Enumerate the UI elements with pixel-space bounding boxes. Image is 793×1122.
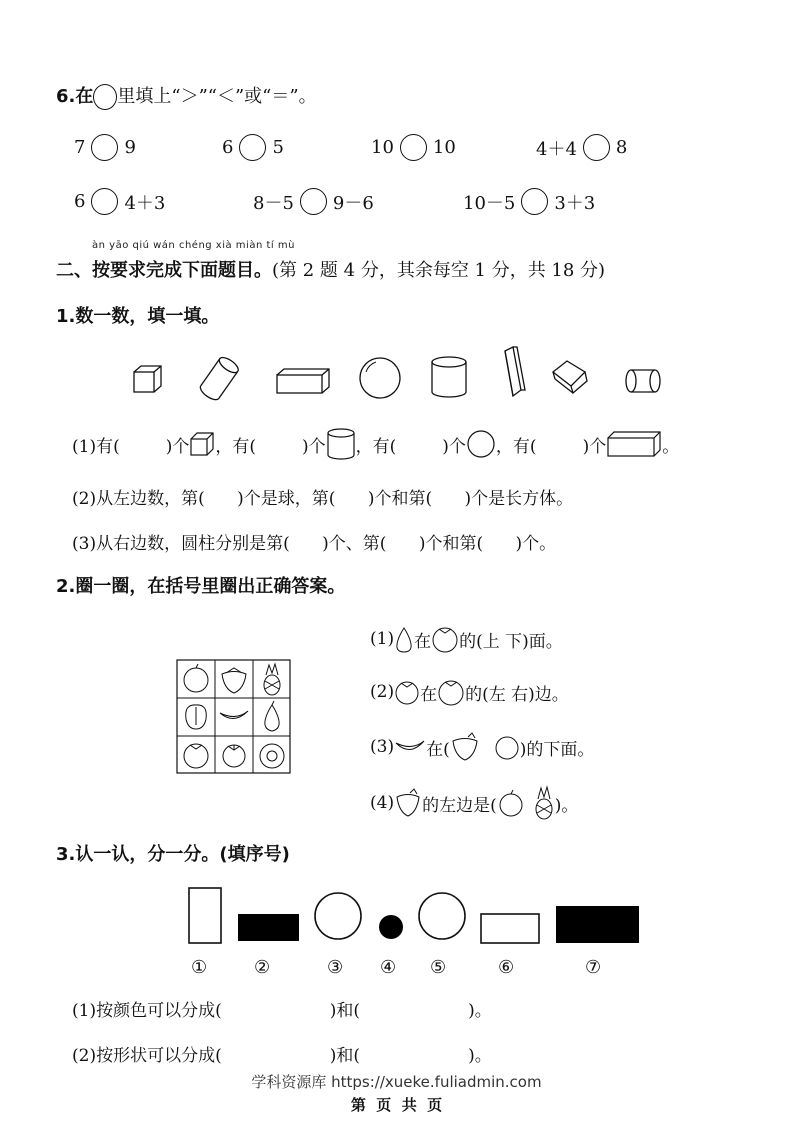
shape-5-circle bbox=[419, 893, 465, 939]
tomato-icon bbox=[431, 625, 459, 653]
q2-line3: (3) 在( )的下面。 bbox=[370, 732, 594, 762]
shape-row bbox=[180, 884, 650, 950]
label-6: ⑥ bbox=[498, 957, 515, 978]
cuboid-icon bbox=[505, 347, 525, 396]
label-1: ① bbox=[191, 957, 208, 978]
orange-icon bbox=[494, 733, 520, 761]
cube-icon bbox=[189, 431, 215, 457]
q1-line2: (2)从左边数，第( )个是球，第( )个和第( )个是长方体。 bbox=[72, 489, 574, 509]
cube-icon bbox=[134, 366, 161, 392]
compare-item-2: 6 5 bbox=[222, 134, 284, 161]
q3-title: 3.认一认，分一分。(填序号) bbox=[56, 844, 290, 865]
pear-icon bbox=[265, 701, 279, 731]
shape-4-black-dot bbox=[379, 915, 403, 939]
strawberry-icon bbox=[222, 668, 246, 693]
strawberry-icon bbox=[394, 788, 422, 818]
label-4: ④ bbox=[380, 957, 397, 978]
cylinder-icon bbox=[198, 355, 241, 403]
q2-line2: (2) 在 的(左 右)边。 bbox=[370, 678, 569, 706]
tomato-icon bbox=[437, 678, 465, 706]
solid-shapes-row bbox=[0, 0, 793, 420]
orange-icon bbox=[260, 744, 284, 768]
compare-item-5: 6 4＋3 bbox=[74, 188, 165, 215]
apple-icon bbox=[497, 789, 525, 817]
cuboid-icon bbox=[277, 369, 329, 393]
cuboid-icon bbox=[606, 430, 662, 458]
footer-page: 第 页 共 页 bbox=[350, 1096, 443, 1114]
pear-icon bbox=[394, 624, 414, 654]
label-3: ③ bbox=[327, 957, 344, 978]
compare-item-1: 7 9 bbox=[74, 134, 136, 161]
cylinder-icon bbox=[326, 428, 356, 460]
q6-title: 6.在 里填上“＞”“＜”或“＝”。 bbox=[56, 82, 317, 110]
apple-icon bbox=[184, 664, 208, 692]
sphere-icon bbox=[360, 358, 400, 398]
q1-line3: (3)从右边数，圆柱分别是第( )个、第( )个和第( )个。 bbox=[72, 534, 557, 554]
cylinder-icon bbox=[626, 370, 660, 392]
compare-item-7: 10－5 3＋3 bbox=[463, 188, 595, 215]
persimmon-icon bbox=[394, 678, 420, 706]
label-7: ⑦ bbox=[585, 957, 602, 978]
label-2: ② bbox=[254, 957, 271, 978]
sphere-icon bbox=[466, 429, 496, 459]
banana-icon bbox=[394, 735, 426, 759]
banana-icon bbox=[220, 711, 248, 719]
persimmon-icon bbox=[223, 745, 245, 767]
fruit-grid bbox=[176, 659, 292, 775]
q2-line1: (1) 在 的(上 下)面。 bbox=[370, 624, 563, 654]
q2-title: 2.圈一圈，在括号里圈出正确答案。 bbox=[56, 576, 346, 597]
compare-item-3: 10 10 bbox=[371, 134, 456, 161]
shape-7-black-rectangle bbox=[556, 906, 639, 943]
peach-icon bbox=[186, 705, 207, 729]
compare-item-4: 4＋4 8 bbox=[536, 134, 627, 161]
q3-line2: (2)按形状可以分成( )和( )。 bbox=[72, 1046, 492, 1066]
label-5: ⑤ bbox=[430, 957, 447, 978]
shape-3-circle bbox=[315, 893, 361, 939]
tomato-icon bbox=[184, 744, 208, 768]
compare-item-6: 8－5 9－6 bbox=[253, 188, 374, 215]
shape-6-rectangle bbox=[481, 914, 539, 943]
cylinder-icon bbox=[432, 357, 466, 397]
pineapple-icon bbox=[533, 786, 555, 820]
footer-source: 学科资源库 https://xueke.fuliadmin.com bbox=[251, 1073, 542, 1091]
shape-2-black-rectangle bbox=[238, 914, 299, 941]
section2-heading: 二、按要求完成下面题目。(第 2 题 4 分，其余每空 1 分，共 18 分) bbox=[56, 260, 606, 281]
cube-icon bbox=[553, 361, 587, 393]
q1-line1: (1)有( )个 ，有( )个 ，有( )个 ，有( )个 。 bbox=[72, 428, 679, 460]
q1-title: 1.数一数，填一填。 bbox=[56, 306, 220, 327]
section2-pinyin: àn yāo qiú wán chéng xià miàn tí mù bbox=[92, 240, 295, 251]
pineapple-icon bbox=[264, 664, 280, 695]
q3-line1: (1)按颜色可以分成( )和( )。 bbox=[72, 1001, 492, 1021]
strawberry-icon bbox=[450, 732, 480, 762]
shape-1-tall-rectangle bbox=[189, 888, 221, 943]
q2-line4: (4) 的左边是( )。 bbox=[370, 786, 578, 820]
